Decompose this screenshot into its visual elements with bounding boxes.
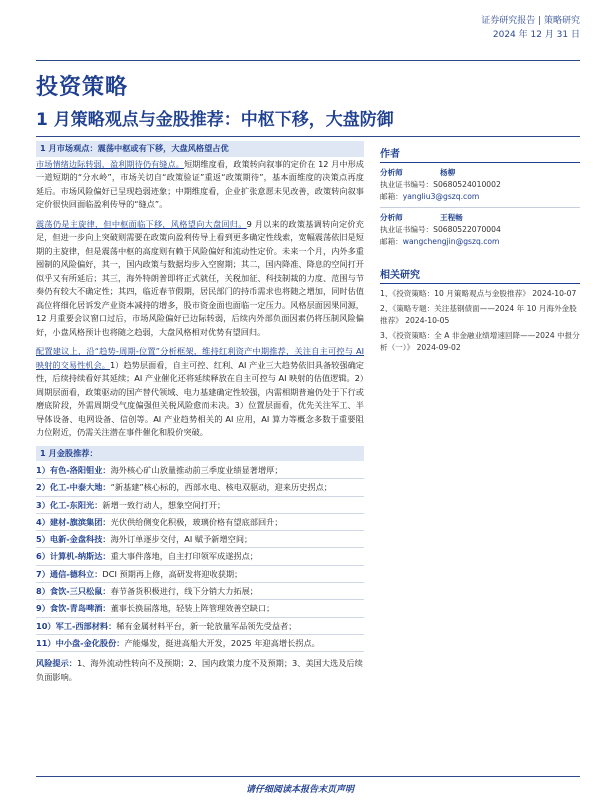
stock-desc: 董事长换届落地，轻装上阵管理效善空缺口； (110, 603, 275, 614)
report-date: 2024 年 12 月 31 日 (492, 29, 580, 40)
stock-pick-list (36, 462, 364, 652)
stock-name: 3）化工-东阳光： (36, 499, 103, 510)
stock-name: 6）计算机-纳斯达： (36, 551, 111, 562)
paragraph-oscillation-lead: 震荡仍是主旋律，但中枢面临下移，风格望向大盘回归。 (36, 218, 247, 229)
paragraph-allocation-lead: 配置建议上，沿“趋势-周期-位置”分析框架，维持红利资产中期推荐，关注自主可控与 AI 映射的交易性机会。 (36, 346, 364, 370)
author-email-label: 邮箱： (380, 192, 403, 201)
paragraph-allocation-body: 1）趋势层面看，自主可控、红利、AI 产业三大趋势依旧具备较强确定性，后续持续看好其延续；AI 产业催化还将延续释放在自主可控与 AI 映射的估值逻辑。2）周期层面看，政策驱动的国产替代领域、电力基建确定性较强，内需相期普遍仍处于下行或磨底阶段，外需周期受气度偏强但关税风险愈而未决。3）位置层面看，优先关注军工、半导体设备、电网设备、信创等。AI 产业趋势相关的 AI 应用，AI 算力等概念多数于重要阻力位附近，仍需关注潜在事件催化和股价突破。 (36, 359, 364, 437)
author-email-label: 邮箱： (380, 237, 403, 246)
stock-desc: 春节备货积极进行，线下分销大力拓展； (110, 586, 258, 597)
stock-desc: 稀有金属材料平台，新一轮放量军品领先受益者； (116, 620, 297, 631)
stock-desc: 海外订单逐步交付，AI 赋予新增空间； (110, 534, 253, 545)
stock-desc: 产能爆发，挺进高船大开发，2025 年迎高增长拐点。 (124, 637, 320, 648)
stock-name: 7）通信-德科立： (36, 568, 103, 579)
page-footer (0, 774, 600, 800)
paragraph-sentiment (36, 158, 364, 212)
brand-title: 投资策略 (36, 75, 129, 100)
paragraph-sentiment-body: 短期维度看，政策转向叙事的定价在 12 月中形成一道短期的“分水岭”，市场关切自“政策验证”重返“政策期待”，基本面维度的决策点再度延后。市场风险偏好已呈现趋弱迹象；中期维度看，企业扩张意愿未见改善，政策转向叙事定价很快回面临盈利传导的“缝点”。 (36, 158, 364, 209)
related-research-title: 相关研究 (380, 262, 580, 284)
stock-desc: 重大事件落地，自主打印领军成遂拐点； (110, 551, 258, 562)
author-cert: 执业证书编号：S0680522070004 (380, 225, 501, 234)
stock-name: 8）食饮-三只松鼠： (36, 586, 111, 597)
author-card (380, 212, 580, 248)
risk-warning (36, 657, 364, 684)
footer-disclaimer: 请仔细阅读本报告末页声明 (245, 785, 354, 795)
section-stock-picks-title: 1 月金股推荐： (36, 446, 364, 462)
author-name: 杨柳 (440, 168, 456, 177)
author-cert: 执业证书编号：S0680524010002 (380, 180, 501, 189)
risk-label: 风险提示： (36, 658, 77, 669)
footer-divider (36, 776, 580, 777)
stock-name: 10）军工-西部材料： (36, 620, 117, 631)
list-item (36, 531, 364, 548)
stock-desc: “新基建”核心标的，西部水电、核电双驱动，迎来历史拐点； (110, 482, 332, 493)
related-research-link[interactable]: 3、《投资策略：全 A 非金融业绩增速回降——2024 中报分析（一）》 2024-09-02 (380, 331, 580, 352)
list-item (36, 514, 364, 531)
headline-divider (36, 136, 580, 137)
list-item (36, 566, 364, 583)
paragraph-sentiment-lead: 市场情绪边际转弱，盈利期待仍有缝点。 (36, 158, 184, 169)
list-item (36, 497, 364, 514)
list-item (36, 600, 364, 617)
list-item (36, 479, 364, 496)
section-market-view-title: 1 月市场观点：震荡中枢或有下移，大盘风格望占优 (36, 141, 364, 157)
risk-text: 1、海外流动性转向不及预期；2、国内政策力度不及预期；3、美国大选及后续负面影响。 (36, 658, 363, 682)
author-email-link[interactable]: wangchengjin@gszq.com (402, 237, 500, 246)
related-research-list (380, 288, 580, 354)
stock-name: 4）建材-旗滨集团： (36, 516, 111, 527)
author-email-link[interactable]: yangliu3@gszq.com (402, 192, 480, 201)
author-card (380, 167, 580, 203)
author-divider (380, 207, 580, 208)
stock-desc: 光伏供给侧变化积极，玻璃价格有望底部回升； (110, 516, 283, 527)
stock-name: 2）化工-中泰大地： (36, 482, 111, 493)
list-item (36, 548, 364, 565)
author-role: 分析师 (380, 168, 403, 177)
paragraph-oscillation (36, 218, 364, 340)
list-item (36, 462, 364, 479)
report-type: 证券研究报告 | 策略研究 (481, 16, 580, 26)
stock-desc: DCI 预期再上修，高研发将迎收获期； (102, 568, 243, 579)
report-headline: 1 月策略观点与金股推荐：中枢下移，大盘防御 (36, 110, 394, 130)
author-name: 王程畅 (440, 213, 463, 222)
stock-name: 1）有色-洛阳钼业： (36, 465, 111, 475)
author-role: 分析师 (380, 213, 403, 222)
report-meta (481, 15, 580, 42)
report-header (0, 0, 600, 44)
header-divider (36, 60, 580, 61)
stock-name: 5）电新-金盘科技： (36, 534, 111, 545)
related-research-link[interactable]: 1、《投资策略：10 月策略观点与金股推荐》 2024-10-07 (380, 289, 577, 298)
related-research-link[interactable]: 2、《策略专题：关注基钢债面——2024 年 10 月海外金股推荐》 2024-10-05 (380, 304, 577, 325)
paragraph-allocation (36, 345, 364, 440)
list-item (36, 618, 364, 635)
list-item (36, 635, 364, 652)
authors-title: 作者 (380, 141, 580, 163)
list-item (36, 583, 364, 600)
stock-desc: 海外核心矿山放量推动前三季度业绩显著增厚； (110, 465, 283, 475)
stock-desc: 新增一致行动人，想象空间打开； (102, 499, 226, 510)
paragraph-oscillation-body: 9 月以来的政策基调转向定价充足，但进一步向上突破则需要在政策向盈利传导上看到更多确定性线索，宽幅震荡依旧是短期的主旋律，但是震荡中枢的高度则有赖于风险偏好和流动性定价。未来一个月，内外多重囤制的风险偏好，其一，国内政策与数据均步入空窗期；其二，国内降准、降息的空间打开似乎又有所延后；其三，海外特朗普即将正式就任，关税加征、科技制裁的力度、范围与节奏仍有较大不确定性；其四，临近春节假期，居民部门的持币需求也将随之增加，同时估值高位将细化居诉发产业资本减持的增多，股市资金面也面临一定压力。风格层面因果同源，12 月重要会议窗口过后，市场风险偏好已边际转弱，后续内外部负面因素仍将压制风险偏好，小盘风格预计也将随之趋弱，大盘风格相对优势有望回归。 (36, 218, 364, 337)
stock-name: 11）中小盘-金化股份： (36, 637, 125, 648)
main-column (36, 141, 364, 684)
stock-name: 9）食饮-青岛啤酒： (36, 603, 111, 614)
sidebar (380, 141, 580, 357)
